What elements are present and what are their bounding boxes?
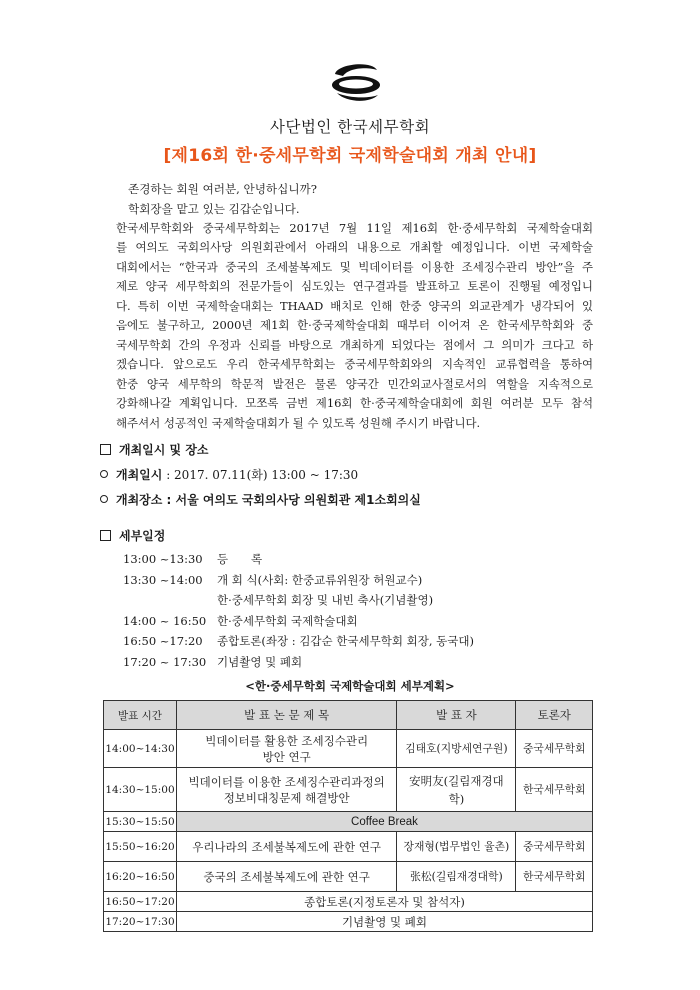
table-row (104, 812, 593, 832)
square-bullet-icon (100, 444, 111, 455)
cell-discussant: 중국세무학회 (516, 730, 593, 768)
coffee-break-cell: Coffee Break (176, 812, 592, 832)
paragraph-line: 강화해나갈 계획입니다. 모쪼록 금번 제16회 한·중국제학술대회에 회원 여러분 모두 참석 (116, 396, 593, 411)
schedule-time: 17:20 ~ 17:30 (123, 654, 207, 669)
paragraph-line: 한국세무학회와 중국세무학회는 2017년 7월 11일 제16회 한·중세무학회 국제학술대회 (116, 221, 593, 235)
paragraph-line: 음에도 불구하고, 2000년 제1회 한·중국제학술대회 때부터 이어져 온 한국세무학회와 중 (116, 318, 593, 333)
cell-time: 15:50~16:20 (104, 832, 177, 862)
paragraph-line: 겠습니다. 앞으로도 우리 한국세무학회는 중국세무학회와의 지속적인 교류협력을 통하여 (116, 357, 593, 372)
greeting-block (128, 180, 317, 219)
table-row (104, 912, 593, 932)
schedule-desc: 등 록 (217, 552, 263, 566)
schedule-item (123, 590, 474, 611)
place-value: : 서울 여의도 국회의사당 의원회관 제1소회의실 (162, 493, 421, 507)
table-header-row (104, 701, 593, 730)
cell-topic: 빅데이터를 활용한 조세징수관리 방안 연구 (176, 730, 396, 768)
schedule-desc: 기념촬영 및 폐회 (217, 654, 303, 669)
section-heading-text: 세부일정 (119, 529, 166, 543)
schedule-time: 13:00 ~13:30 (123, 552, 203, 566)
cell-span: 기념촬영 및 폐회 (176, 912, 592, 932)
cell-topic: 중국의 조세불복제도에 관한 연구 (176, 862, 396, 892)
schedule-desc: 한·중세무학회 회장 및 내빈 축사(기념촬영) (217, 593, 434, 607)
date-label: 개최일시 (116, 468, 163, 482)
table-title: <한·중세무학회 국제학술대회 세부계획> (245, 679, 455, 693)
circle-bullet-icon (100, 470, 108, 478)
column-header: 발표 시간 (104, 701, 177, 730)
cell-topic: 우리나라의 조세불복제도에 관한 연구 (176, 832, 396, 862)
place-label: 개최장소 (116, 493, 163, 507)
paragraph-line: 를 여의도 국회의사당 의원회관에서 아래의 내용으로 개최할 예정입니다. 이번 국제학술 (116, 240, 593, 255)
paragraph-line: 한중 양국 세무학의 학문적 발전은 물론 양국간 민간외교사절로서의 역할을 지속적으로 (116, 376, 593, 391)
schedule-desc: 종합토론(좌장 : 김갑순 한국세무학회 회장, 동국대) (217, 634, 474, 648)
cell-discussant: 중국세무학회 (516, 832, 593, 862)
column-header: 발 표 자 (397, 701, 516, 730)
section-heading-schedule (100, 527, 165, 544)
section-heading-venue (100, 441, 209, 458)
event-place (100, 491, 421, 508)
schedule-time (123, 590, 217, 611)
cell-presenter: 장재형(법무법인 율촌) (397, 832, 516, 862)
program-table (103, 700, 593, 932)
schedule-time: 16:50 ~17:20 (123, 634, 203, 648)
paragraph-line: 해주셔서 성공적인 국제학술대회가 될 수 있도록 성원해 주시기 바랍니다. (116, 415, 481, 430)
circle-bullet-icon (100, 495, 108, 503)
event-date (100, 466, 358, 483)
schedule-list (123, 549, 474, 672)
schedule-desc: 개 회 식(사회: 한중교류위원장 허원교수) (217, 572, 423, 587)
cell-discussant: 한국세무학회 (516, 862, 593, 892)
schedule-time: 13:30 ~14:00 (123, 572, 203, 587)
cell-time: 14:00~14:30 (104, 730, 177, 768)
section-heading-text: 개최일시 및 장소 (119, 443, 209, 457)
schedule-time: 14:00 ~ 16:50 (123, 613, 207, 628)
table-row (104, 730, 593, 768)
intro-paragraph (116, 219, 593, 433)
cell-presenter: 张松(길림재경대학) (397, 862, 516, 892)
schedule-desc: 한·중세무학회 국제학술대회 (217, 613, 358, 628)
square-bullet-icon (100, 530, 111, 541)
cell-discussant: 한국세무학회 (516, 768, 593, 812)
paragraph-line: 국세무학회 간의 우정과 신뢰를 바탕으로 개최하게 되었다는 점에서 그 의미가 크다고 하 (116, 337, 593, 352)
cell-time: 16:50~17:20 (104, 892, 177, 912)
column-header: 토론자 (516, 701, 593, 730)
date-value: : 2017. 07.11(화) 13:00 ~ 17:30 (162, 468, 359, 482)
cell-time: 15:30~15:50 (104, 812, 177, 832)
page-title: [제16회 한·중세무학회 국제학술대회 개최 안내] (163, 146, 537, 166)
table-row (104, 862, 593, 892)
schedule-item (123, 611, 474, 632)
paragraph-line: 제로 양국 세무학회의 전문가들이 심도있는 연구결과를 발표하고 토론이 진행될 예정입니 (116, 279, 593, 294)
schedule-item (123, 549, 474, 570)
cell-presenter: 安明友(길림재경대 학) (397, 768, 516, 812)
president-intro: 학회장을 맡고 있는 김갑순입니다. (128, 201, 300, 216)
cell-presenter: 김태호(지방세연구원) (397, 730, 516, 768)
cell-time: 17:20~17:30 (104, 912, 177, 932)
society-logo (331, 62, 381, 104)
cell-span: 종합토론(지정토론자 및 참석자) (176, 892, 592, 912)
schedule-item (123, 570, 474, 591)
cell-topic: 빅데이터를 이용한 조세징수관리과정의 정보비대칭문제 해결방안 (176, 768, 396, 812)
greeting: 존경하는 회원 여러분, 안녕하십니까? (128, 182, 317, 196)
table-row (104, 892, 593, 912)
schedule-item (123, 631, 474, 652)
paragraph-line: 다. 특히 이번 국제학술대회는 THAAD 배치로 인해 한중 양국의 외교관계가 냉각되어 있 (116, 298, 593, 313)
cell-time: 16:20~16:50 (104, 862, 177, 892)
organization-name: 사단법인 한국세무학회 (269, 118, 431, 136)
column-header: 발 표 논 문 제 목 (176, 701, 396, 730)
paragraph-line: 대회에서는 “한국과 중국의 조세불복제도 및 빅데이터를 이용한 조세징수관리 방안”을 주 (116, 259, 593, 274)
table-row (104, 832, 593, 862)
table-row (104, 768, 593, 812)
schedule-item (123, 652, 474, 673)
cell-time: 14:30~15:00 (104, 768, 177, 812)
